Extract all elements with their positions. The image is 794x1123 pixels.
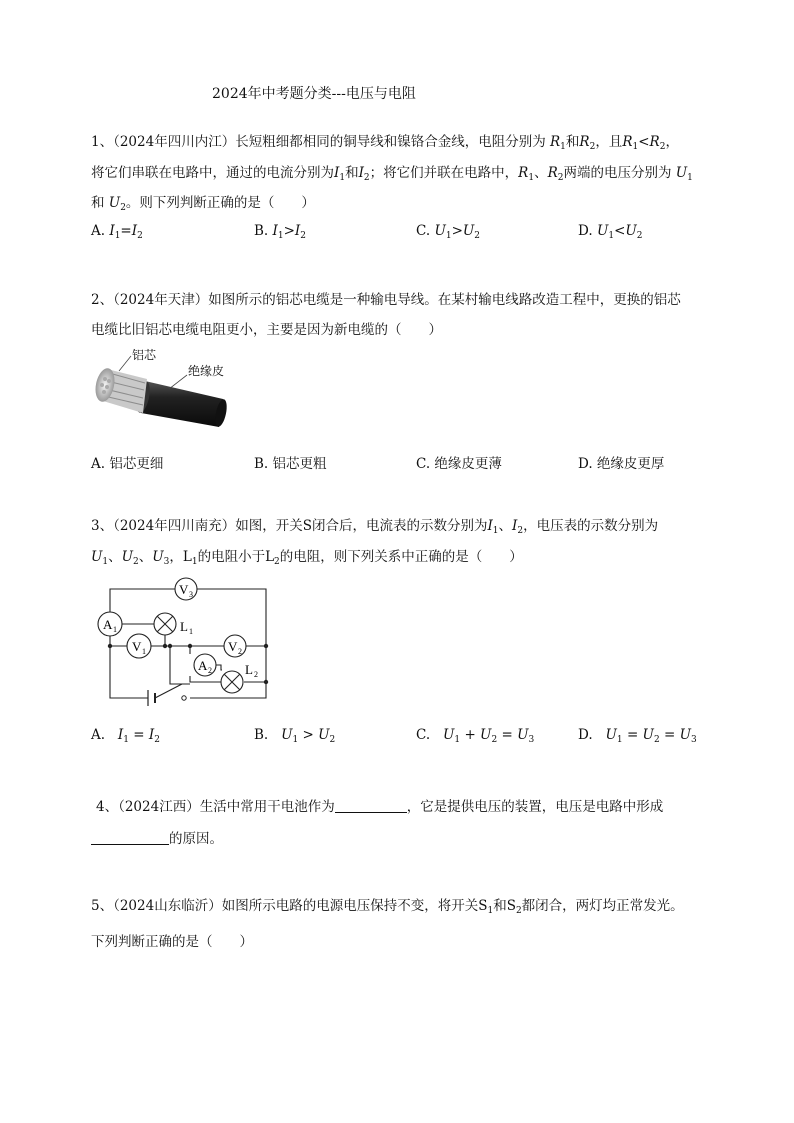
switch-icon xyxy=(182,696,186,700)
svg-text:2: 2 xyxy=(238,647,242,656)
q3-option-a[interactable]: A. $I_1 = I_2$ xyxy=(91,727,160,745)
label-core: 铝芯 xyxy=(132,348,157,362)
q2-line-2: 电缆比旧铝芯电缆电阻更小，主要是因为新电缆的（ ） xyxy=(91,322,442,338)
ammeter-a1-icon xyxy=(98,612,122,636)
battery-icon xyxy=(148,690,155,706)
q4-line-2: 的原因。 xyxy=(91,827,223,847)
q5-line-2: 下列判断正确的是（ ） xyxy=(91,934,253,950)
q2-line-1: 2、（2024年天津）如图所示的铝芯电缆是一种输电导线。在某村输电线路改造工程中，更换的铝芯 xyxy=(91,292,681,308)
q1-line-2: 将它们串联在电路中，通过的电流分别为$I_1$和$I_2$；将它们并联在电路中，$R_1$、$R_2$两端的电压分别为 $U_1$ xyxy=(91,165,693,183)
voltmeter-v3-icon xyxy=(175,578,197,600)
ammeter-a2-icon xyxy=(194,654,216,676)
cable-figure xyxy=(95,343,255,438)
circuit-diagram xyxy=(90,574,270,706)
q3-option-b[interactable]: B. $U_1 > U_2$ xyxy=(254,727,336,745)
svg-text:L: L xyxy=(180,619,188,634)
voltmeter-v2-icon xyxy=(224,635,246,657)
lamp-l1-icon xyxy=(154,613,193,636)
svg-text:V: V xyxy=(179,582,189,597)
page-title: 2024年中考题分类---电压与电阻 xyxy=(212,86,416,102)
svg-text:1: 1 xyxy=(142,647,146,656)
svg-text:L: L xyxy=(245,662,253,677)
q3-option-c[interactable]: C. $U_1 + U_2 = U_3$ xyxy=(416,727,535,745)
label-skin: 绝缘皮 xyxy=(188,364,225,378)
svg-text:2: 2 xyxy=(254,670,258,679)
q5-line-1: 5、（2024山东临沂）如图所示电路的电源电压保持不变，将开关$S_1$和$S_2$都闭合，两灯均正常发光。 xyxy=(91,898,684,916)
q2-option-d[interactable]: D. 绝缘皮更厚 xyxy=(578,456,665,472)
q2-option-a[interactable]: A. 铝芯更细 xyxy=(91,456,164,472)
lamp-l2-icon xyxy=(221,662,258,693)
q2-option-c[interactable]: C. 绝缘皮更薄 xyxy=(416,456,502,472)
voltmeter-v1-icon xyxy=(127,634,151,658)
q1-line-3: 和 $U_2$。则下列判断正确的是（ ） xyxy=(91,195,315,213)
svg-text:3: 3 xyxy=(189,590,193,599)
svg-text:1: 1 xyxy=(189,627,193,636)
svg-text:V: V xyxy=(228,639,238,654)
svg-text:V: V xyxy=(132,639,142,654)
q1-option-a[interactable]: A. $I_1=I_2$ xyxy=(91,223,143,241)
q1-option-c[interactable]: C. $U_1>U_2$ xyxy=(416,223,480,241)
q4-line-1: 4、（2024江西）生活中常用干电池作为 ，它是提供电压的装置，电压是电路中形成 xyxy=(96,799,664,815)
q4-blank-2[interactable] xyxy=(91,830,169,845)
svg-text:A: A xyxy=(198,658,208,673)
q1-option-b[interactable]: B. $I_1>I_2$ xyxy=(254,223,306,241)
svg-text:A: A xyxy=(103,617,113,632)
cable-jacket xyxy=(141,381,223,427)
q3-line-2: $U_1$、$U_2$、$U_3$，$L_1$的电阻小于$L_2$的电阻，则下列关系中正确的是（ ） xyxy=(91,549,523,567)
svg-text:2: 2 xyxy=(208,666,212,675)
q3-option-d[interactable]: D. $U_1 = U_2 = U_3$ xyxy=(578,727,697,745)
q3-line-1: 3、（2024年四川南充）如图，开关S闭合后，电流表的示数分别为$I_1$、$I_2$，电压表的示数分别为 xyxy=(91,518,659,536)
q1-line-1: 1、（2024年四川内江）长短粗细都相同的铜导线和镍铬合金线，电阻分别为 $R_1$和$R_2$，且$R_1<R_2$， xyxy=(91,134,679,152)
svg-text:1: 1 xyxy=(113,625,117,634)
q2-option-b[interactable]: B. 铝芯更粗 xyxy=(254,456,327,472)
q1-option-d[interactable]: D. $U_1<U_2$ xyxy=(578,223,643,241)
q4-blank-1[interactable] xyxy=(335,798,407,813)
